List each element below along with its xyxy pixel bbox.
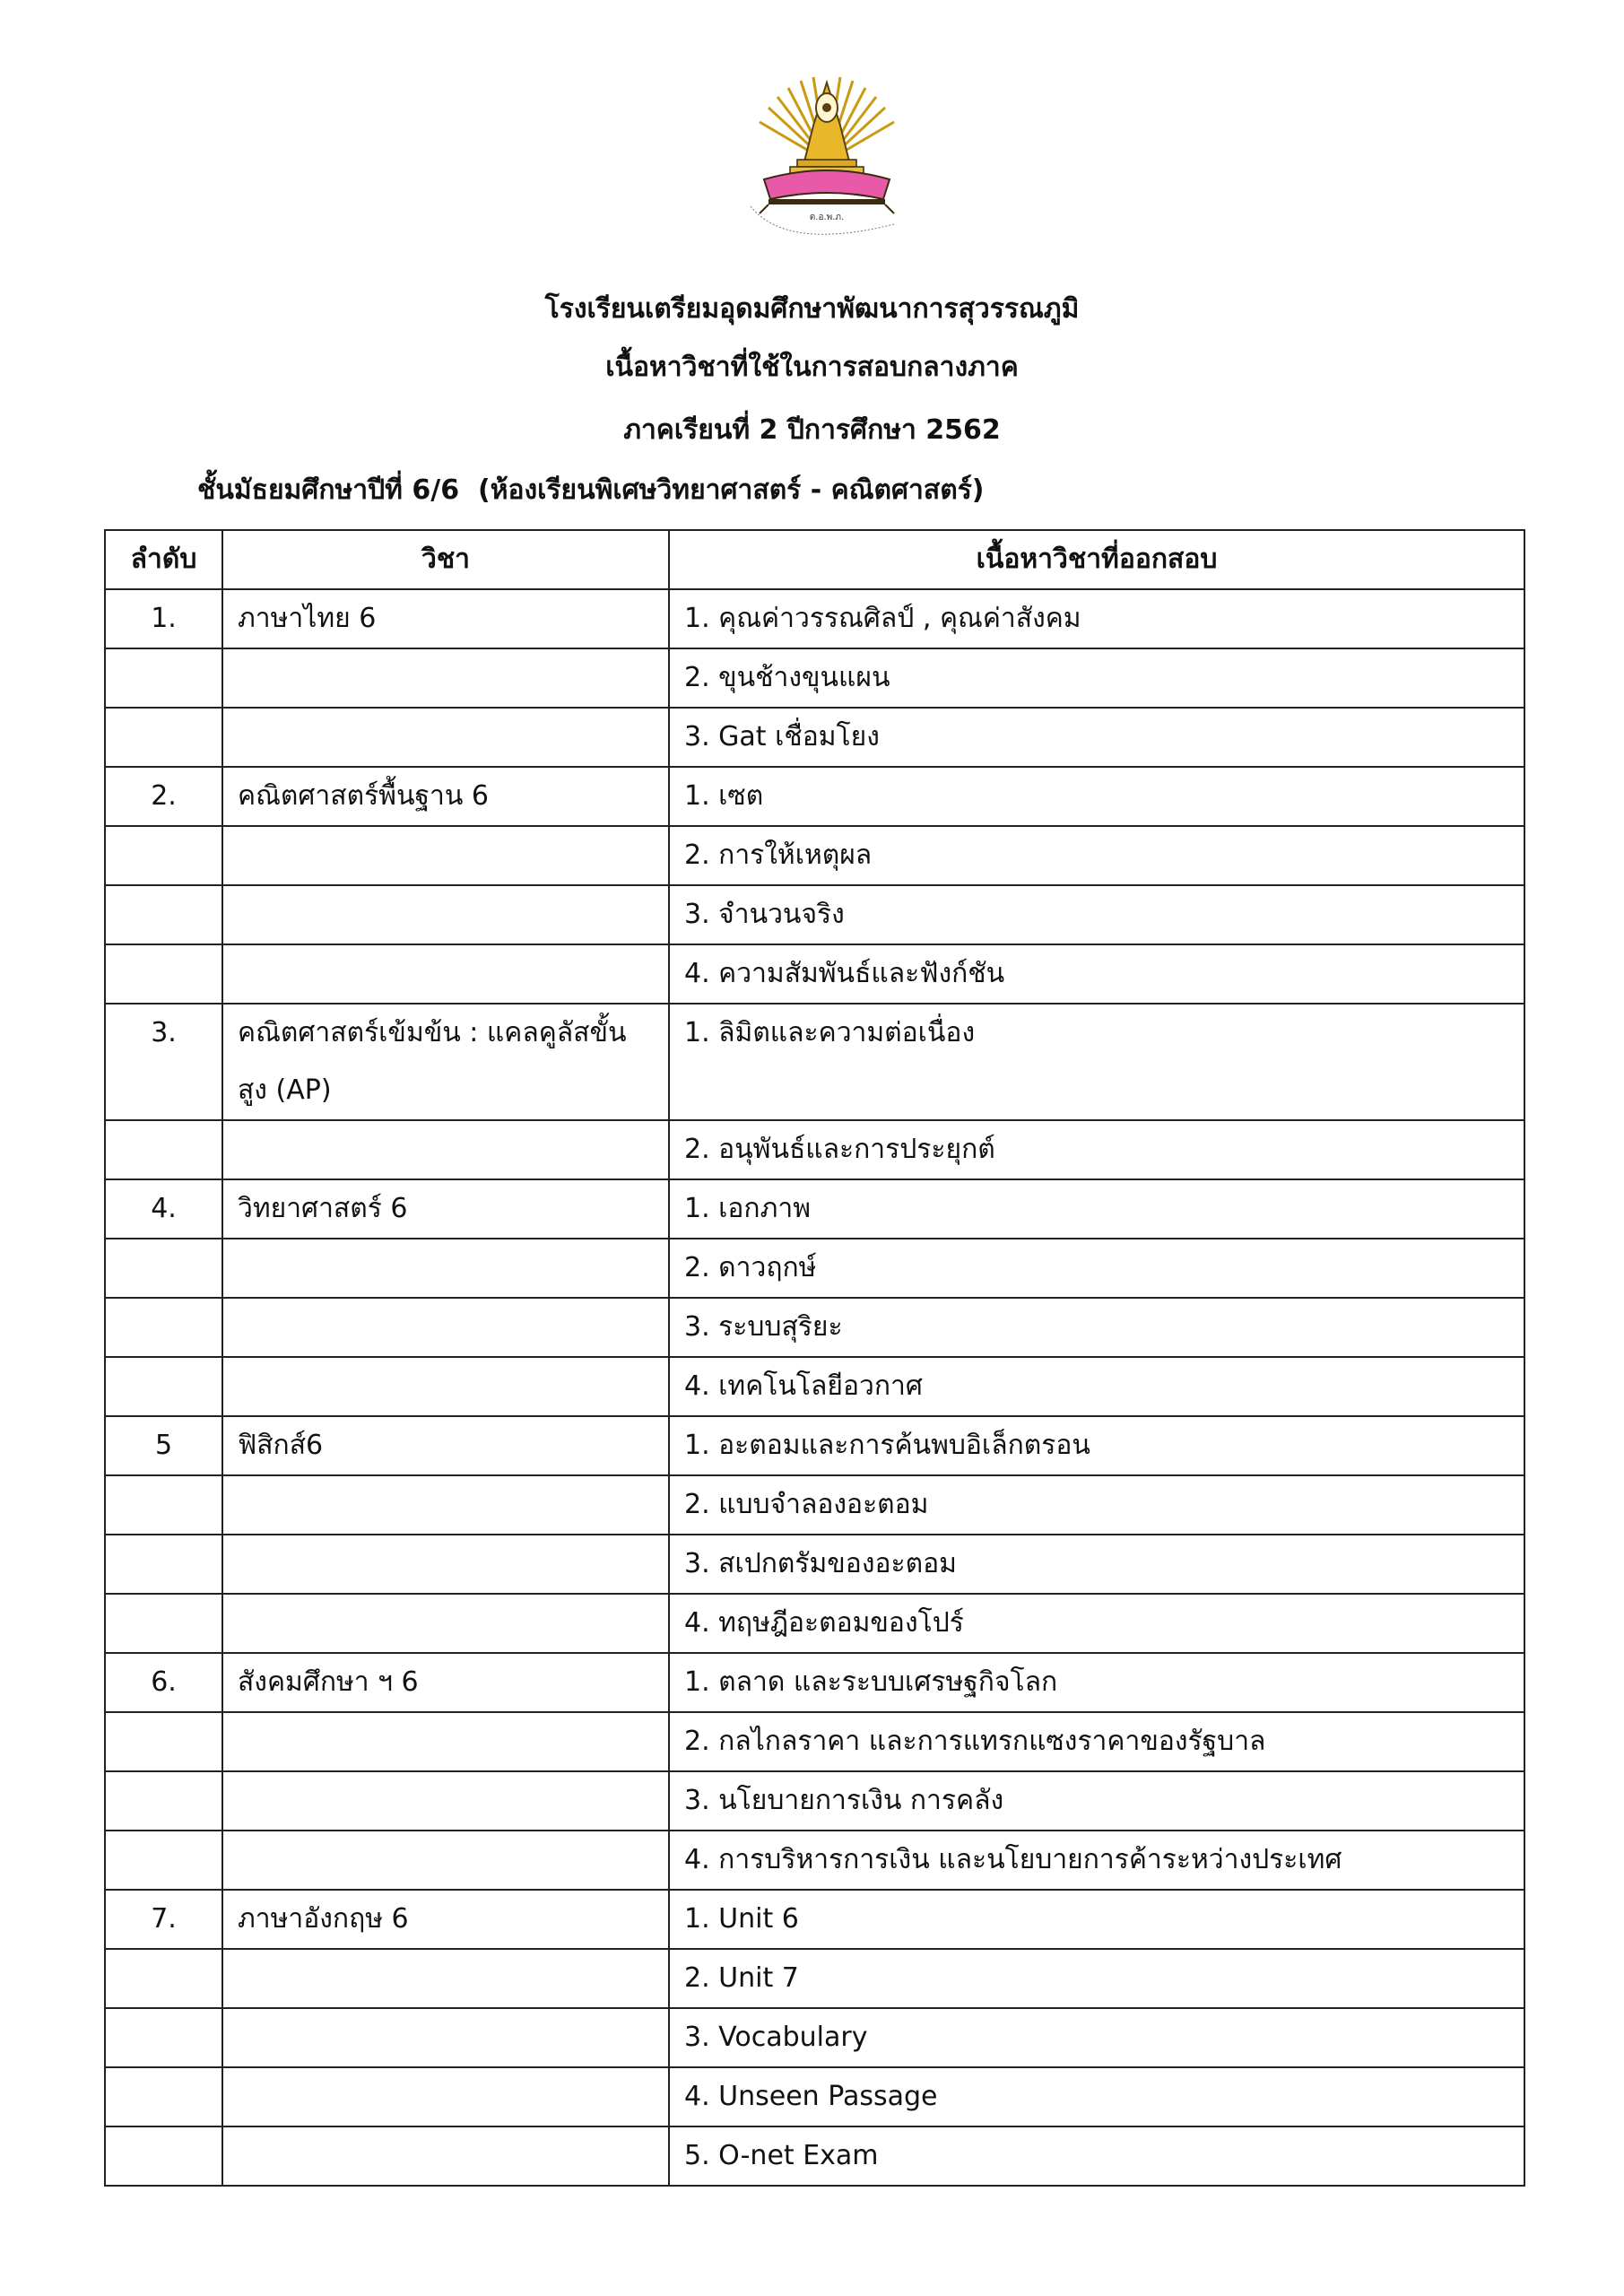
table-row <box>105 826 1524 885</box>
topic: 3. จำนวนจริง <box>669 885 1524 944</box>
subject-name: คณิตศาสตร์พื้นฐาน 6 <box>222 767 669 826</box>
table-row <box>105 1298 1524 1357</box>
header-topics: เนื้อหาวิชาที่ออกสอบ <box>669 530 1524 589</box>
subject-name: วิทยาศาสตร์ 6 <box>222 1179 669 1239</box>
table-row <box>105 1890 1524 1949</box>
table-row <box>105 767 1524 826</box>
topic: 2. การให้เหตุผล <box>669 826 1524 885</box>
topic: 2. อนุพันธ์และการประยุกต์ <box>669 1120 1524 1179</box>
table-row <box>105 1004 1524 1120</box>
topic: 4. ทฤษฎีอะตอมของโปร์ <box>669 1594 1524 1653</box>
topic: 1. เอกภาพ <box>669 1179 1524 1239</box>
subject-number: 7. <box>105 1890 222 1949</box>
table-row <box>105 1712 1524 1771</box>
table-row <box>105 944 1524 1004</box>
topic: 2. Unit 7 <box>669 1949 1524 2008</box>
svg-text:ต.อ.พ.ภ.: ต.อ.พ.ภ. <box>809 213 845 222</box>
topic: 1. อะตอมและการค้นพบอิเล็กตรอน <box>669 1416 1524 1475</box>
subject-number: 1. <box>105 589 222 648</box>
subject-number: 4. <box>105 1179 222 1239</box>
topic: 2. ดาวฤกษ์ <box>669 1239 1524 1298</box>
topic: 2. กลไกลราคา และการแทรกแซงราคาของรัฐบาล <box>669 1712 1524 1771</box>
exam-content-table <box>104 529 1525 2187</box>
table-row <box>105 1239 1524 1298</box>
table-row <box>105 885 1524 944</box>
topic: 2. ขุนช้างขุนแผน <box>669 648 1524 708</box>
table-row <box>105 1416 1524 1475</box>
table-row <box>105 1179 1524 1239</box>
topic: 1. คุณค่าวรรณศิลป์ , คุณค่าสังคม <box>669 589 1524 648</box>
subject-number: 3. <box>105 1004 222 1120</box>
topic: 1. Unit 6 <box>669 1890 1524 1949</box>
table-row <box>105 1594 1524 1653</box>
topic: 3. นโยบายการเงิน การคลัง <box>669 1771 1524 1831</box>
class-line: ชั้นมัธยมศึกษาปีที่ 6/6 (ห้องเรียนพิเศษวิทยาศาสตร์ - คณิตศาสตร์) <box>197 474 985 506</box>
subject-name: คณิตศาสตร์เข้มข้น : แคลคูลัสขั้นสูง (AP) <box>222 1004 669 1120</box>
subject-name: ฟิสิกส์6 <box>222 1416 669 1475</box>
topic: 3. ระบบสุริยะ <box>669 1298 1524 1357</box>
topic: 4. การบริหารการเงิน และนโยบายการค้าระหว่างประเทศ <box>669 1831 1524 1890</box>
term-line: ภาคเรียนที่ 2 ปีการศึกษา 2562 <box>623 414 1001 446</box>
table-row <box>105 1535 1524 1594</box>
table-row <box>105 1949 1524 2008</box>
subject-name: ภาษาไทย 6 <box>222 589 669 648</box>
table-row <box>105 1357 1524 1416</box>
table-row <box>105 1831 1524 1890</box>
subject-name: ภาษาอังกฤษ 6 <box>222 1890 669 1949</box>
topic: 3. Gat เชื่อมโยง <box>669 708 1524 767</box>
exam-subtitle: เนื้อหาวิชาที่ใช้ในการสอบกลางภาค <box>605 352 1019 383</box>
table-row <box>105 2008 1524 2067</box>
table-row <box>105 648 1524 708</box>
topic: 5. O-net Exam <box>669 2126 1524 2186</box>
table-row <box>105 1475 1524 1535</box>
table-row <box>105 589 1524 648</box>
header-subject: วิชา <box>222 530 669 589</box>
table-row <box>105 1120 1524 1179</box>
topic: 4. Unseen Passage <box>669 2067 1524 2126</box>
school-name: โรงเรียนเตรียมอุดมศึกษาพัฒนาการสุวรรณภูมิ <box>544 293 1080 325</box>
topic: 2. แบบจำลองอะตอม <box>669 1475 1524 1535</box>
subject-number: 2. <box>105 767 222 826</box>
topic: 1. ตลาด และระบบเศรษฐกิจโลก <box>669 1653 1524 1712</box>
subject-name: สังคมศึกษา ฯ 6 <box>222 1653 669 1712</box>
table-row <box>105 1771 1524 1831</box>
subject-number: 6. <box>105 1653 222 1712</box>
school-emblem-icon <box>733 72 921 251</box>
table-row <box>105 708 1524 767</box>
subject-number: 5 <box>105 1416 222 1475</box>
table-row <box>105 2126 1524 2186</box>
topic: 1. เซต <box>669 767 1524 826</box>
topic: 4. ความสัมพันธ์และฟังก์ชัน <box>669 944 1524 1004</box>
topic: 4. เทคโนโลยีอวกาศ <box>669 1357 1524 1416</box>
topic: 1. ลิมิตและความต่อเนื่อง <box>669 1004 1524 1120</box>
topic: 3. Vocabulary <box>669 2008 1524 2067</box>
table-header-row <box>105 530 1524 589</box>
topic: 3. สเปกตรัมของอะตอม <box>669 1535 1524 1594</box>
table-row <box>105 1653 1524 1712</box>
header-order: ลำดับ <box>105 530 222 589</box>
table-row <box>105 2067 1524 2126</box>
